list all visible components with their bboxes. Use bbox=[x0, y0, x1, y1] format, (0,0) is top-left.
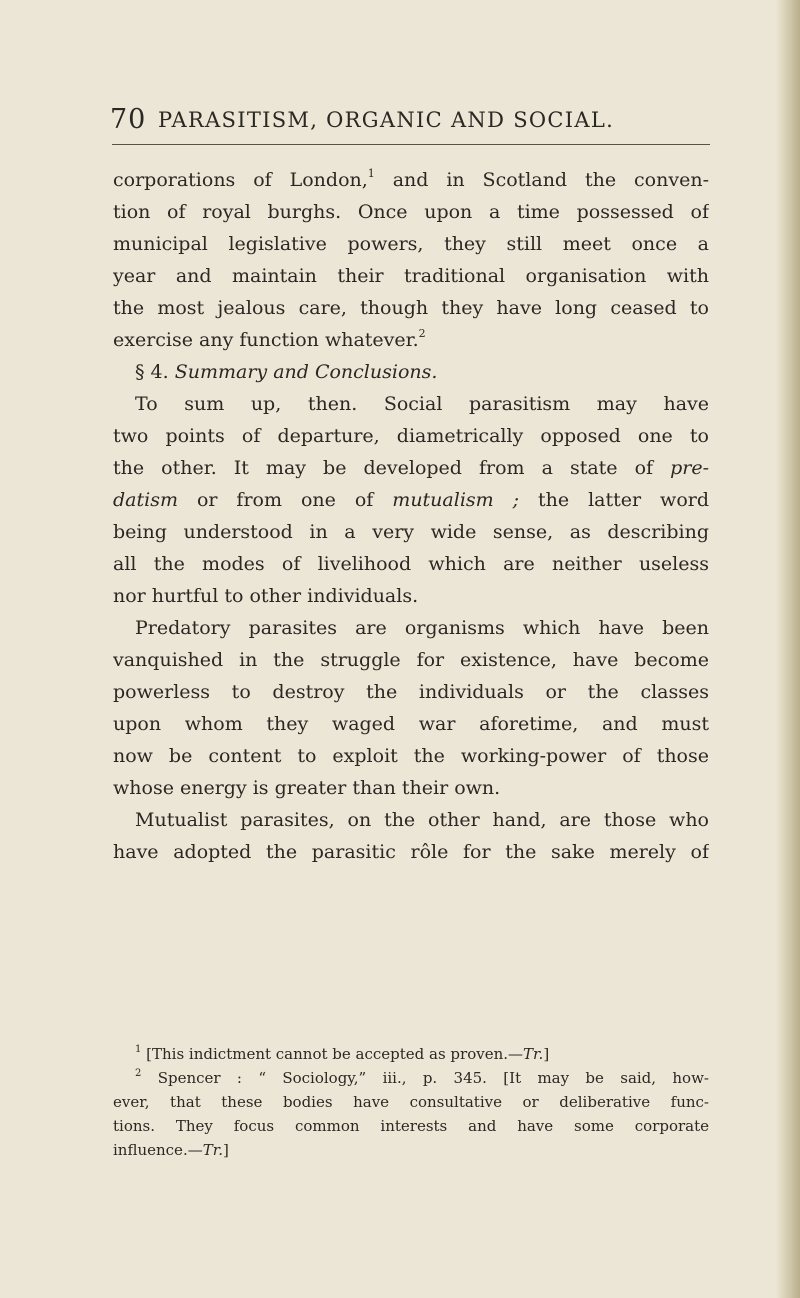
text-line: all the modes of livelihood which are neither useless bbox=[113, 553, 709, 575]
text-line: two points of departure, diametrically opposed one to bbox=[113, 425, 709, 447]
text-line: powerless to destroy the individuals or the classes bbox=[113, 681, 709, 703]
text-line: the most jealous care, though they have long ceased to bbox=[113, 297, 709, 319]
text-line: Predatory parasites are organisms which have been bbox=[135, 617, 709, 639]
footnote-2: $^2$ Spencer : “ Sociology,” iii., p. 345. [It may be said, how- bbox=[135, 1068, 709, 1087]
text-line: have adopted the parasitic rôle for the sake merely of bbox=[113, 841, 709, 863]
text-line: now be content to exploit the working-power of those bbox=[113, 745, 709, 767]
footnote-line: ever, that these bodies have consultative or deliberative func- bbox=[113, 1093, 709, 1111]
text-line: datism or from one of mutualism ; the latter word bbox=[113, 489, 709, 511]
page-spine-shadow bbox=[776, 0, 800, 1298]
text-line: tion of royal burghs. Once upon a time possessed of bbox=[113, 201, 709, 223]
text-line: Mutualist parasites, on the other hand, are those who bbox=[135, 809, 709, 831]
running-head: PARASITISM, ORGANIC AND SOCIAL. bbox=[158, 108, 615, 132]
text-line: nor hurtful to other individuals. bbox=[113, 585, 419, 607]
page-number: 70 bbox=[110, 104, 147, 135]
text-line: vanquished in the struggle for existence, have become bbox=[113, 649, 709, 671]
footnote-marker: 1 bbox=[135, 1044, 142, 1055]
footnote-ref-2[interactable]: 2 bbox=[418, 327, 426, 340]
footnote-marker: 2 bbox=[135, 1068, 142, 1079]
body-text bbox=[113, 164, 709, 868]
text-line: whose energy is greater than their own. bbox=[113, 777, 501, 799]
section-number: § 4. bbox=[135, 361, 169, 383]
text-line: exercise any function whatever.$^2$ bbox=[113, 327, 426, 351]
text-line: municipal legislative powers, they still meet once a bbox=[113, 233, 709, 255]
text-line: To sum up, then. Social parasitism may have bbox=[135, 393, 709, 415]
page-header bbox=[110, 104, 710, 144]
text-line: upon whom they waged war aforetime, and must bbox=[113, 713, 709, 735]
footnotes bbox=[113, 1042, 709, 1162]
section-title: Summary and Conclusions. bbox=[174, 361, 438, 383]
text-line: corporations of London,$^1$ and in Scotland the conven- bbox=[113, 167, 709, 191]
text-line: year and maintain their traditional organisation with bbox=[113, 265, 709, 287]
text-line: being understood in a very wide sense, as describing bbox=[113, 521, 709, 543]
footnote-line: influence.—Tr.] bbox=[113, 1141, 229, 1159]
footnote-line: tions. They focus common interests and have some corporate bbox=[113, 1117, 709, 1135]
footnote-1: $^1$ [This indictment cannot be accepted as proven.—Tr.] bbox=[135, 1044, 550, 1063]
text-line: the other. It may be developed from a state of pre- bbox=[113, 457, 709, 479]
header-rule bbox=[112, 144, 710, 145]
footnote-ref-1[interactable]: 1 bbox=[367, 167, 375, 180]
section-heading bbox=[113, 356, 709, 388]
